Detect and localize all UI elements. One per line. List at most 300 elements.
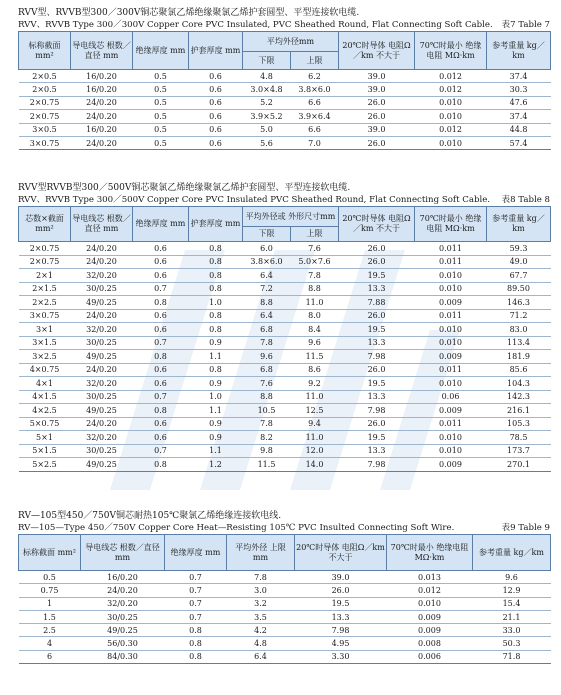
table-row — [19, 650, 551, 663]
header-resistance: 20℃时导体 电阻Ω／km 不大于 — [339, 32, 415, 70]
table-row — [19, 83, 551, 96]
table-cell: 1.2 — [189, 458, 243, 472]
table-cell: 2×0.75 — [19, 242, 71, 256]
table-cell: 0.7 — [133, 444, 189, 458]
table-cell: 7.98 — [339, 458, 415, 472]
table-cell: 181.9 — [487, 350, 551, 364]
table-cell: 0.009 — [415, 458, 487, 472]
table-cell: 6.0 — [243, 242, 291, 256]
table9-body — [19, 571, 551, 664]
table7-title-en: RVV、RVVB Type 300／300V Copper Core PVC Insulated, PVC Sheathed Round, Flat Connecting Soft Cable. — [18, 20, 493, 30]
table-cell: 4.95 — [295, 637, 387, 650]
table9-title-cn: RV—105型450／750V铜芯耐热105℃聚氯乙烯绝缘连接软电线. — [18, 511, 282, 521]
table8-title-cn: RVV型RVVB型300／500V铜芯聚氯乙烯绝缘聚氯乙烯护套圆型、平型连接软电缆. — [18, 183, 351, 193]
table7-title-cn: RVV型、RVVB型300／300V铜芯聚氯乙烯绝缘聚氯乙烯护套圆型、平型连接软电缆. — [18, 8, 360, 18]
table-cell: 7.98 — [295, 624, 387, 637]
header-insulation-resistance: 70℃时最小 绝缘电阻 MΩ·km — [415, 207, 487, 242]
table-cell: 0.7 — [133, 336, 189, 350]
table-cell: 4.8 — [227, 637, 295, 650]
table-row — [19, 70, 551, 83]
table9-section — [18, 511, 550, 664]
table-cell: 0.6 — [189, 96, 243, 109]
table-cell: 0.5 — [133, 110, 189, 123]
table-cell: 0.010 — [415, 336, 487, 350]
table-cell: 1.1 — [189, 350, 243, 364]
table-cell: 3×1.5 — [19, 336, 71, 350]
table-cell: 37.4 — [487, 110, 551, 123]
table-cell: 32/0.20 — [81, 597, 165, 610]
table-cell: 0.8 — [133, 350, 189, 364]
table-cell: 19.5 — [339, 269, 415, 283]
header-weight: 参考重量 kg／km — [487, 32, 551, 70]
table-row — [19, 269, 551, 283]
table-cell: 270.1 — [487, 458, 551, 472]
table-cell: 49/0.25 — [71, 296, 133, 310]
table7-section — [18, 8, 550, 150]
table-cell: 5×1.5 — [19, 444, 71, 458]
table-row — [19, 431, 551, 445]
table-cell: 39.0 — [339, 70, 415, 83]
table-cell: 0.6 — [133, 309, 189, 323]
table-cell: 3×0.75 — [19, 309, 71, 323]
table-cell: 19.5 — [295, 597, 387, 610]
table-cell: 2×1 — [19, 269, 71, 283]
table-cell: 39.0 — [339, 123, 415, 136]
table-cell: 16/0.20 — [71, 83, 133, 96]
table-cell: 3.8×6.0 — [243, 255, 291, 269]
header-sheath: 护套厚度 mm — [189, 207, 243, 242]
header-insulation-resistance: 70℃时最小 绝缘电阻 MΩ·km — [387, 535, 473, 571]
table-cell: 85.6 — [487, 363, 551, 377]
table-cell: 9.4 — [291, 417, 339, 431]
table-cell: 8.8 — [243, 390, 291, 404]
table-cell: 24/0.20 — [71, 363, 133, 377]
table-cell: 0.5 — [133, 83, 189, 96]
table-cell: 7.6 — [243, 377, 291, 391]
table-cell: 2×1.5 — [19, 282, 71, 296]
table-cell: 89.50 — [487, 282, 551, 296]
table-cell: 0.9 — [189, 336, 243, 350]
table-cell: 6.8 — [243, 323, 291, 337]
table-row — [19, 136, 551, 149]
table-cell: 30/0.25 — [81, 610, 165, 623]
table-cell: 8.8 — [291, 282, 339, 296]
table-cell: 30/0.25 — [71, 444, 133, 458]
table9-number: 表9 Table 9 — [501, 523, 550, 533]
table-cell: 0.6 — [133, 242, 189, 256]
table-cell: 4 — [19, 637, 81, 650]
table-cell: 6.6 — [291, 123, 339, 136]
table7-caption — [18, 19, 550, 31]
table-cell: 0.6 — [133, 363, 189, 377]
table-cell: 59.3 — [487, 242, 551, 256]
table-cell: 67.7 — [487, 269, 551, 283]
table-cell: 0.010 — [415, 431, 487, 445]
table-cell: 7.6 — [291, 242, 339, 256]
header-avg-diameter-upper: 平均外径 上限mm — [227, 535, 295, 571]
table-cell: 2.5 — [19, 624, 81, 637]
table-cell: 26.0 — [339, 417, 415, 431]
table-cell: 3×2.5 — [19, 350, 71, 364]
table-cell: 24/0.20 — [71, 255, 133, 269]
table8-title-en: RVV、RVVB Type 300／500V Copper Core PVC Insulated PVC Sheathed Round, Flat Connecting Soft Cable. — [18, 195, 491, 205]
table8-section — [18, 183, 550, 472]
table-cell: 11.5 — [243, 458, 291, 472]
table-cell: 3.0 — [227, 584, 295, 597]
table-cell: 16/0.20 — [71, 123, 133, 136]
table-row — [19, 624, 551, 637]
table-row — [19, 123, 551, 136]
table-cell: 7.8 — [243, 417, 291, 431]
header-insulation-resistance: 70℃时最小 绝缘电阻 MΩ·km — [415, 32, 487, 70]
table-cell: 1.0 — [189, 296, 243, 310]
table-cell: 26.0 — [339, 309, 415, 323]
header-cores-cross-section: 芯数×截面 mm² — [19, 207, 71, 242]
table-cell: 3.8×6.0 — [291, 83, 339, 96]
table-cell: 24/0.20 — [71, 110, 133, 123]
table-cell: 16/0.20 — [71, 70, 133, 83]
table-cell: 30/0.25 — [71, 282, 133, 296]
table-cell: 0.010 — [415, 110, 487, 123]
table-cell: 0.012 — [415, 123, 487, 136]
table-cell: 1 — [19, 597, 81, 610]
table-cell: 11.0 — [291, 390, 339, 404]
table-cell: 0.011 — [415, 363, 487, 377]
table-cell: 142.3 — [487, 390, 551, 404]
table-cell: 4×0.75 — [19, 363, 71, 377]
table-cell: 0.8 — [189, 309, 243, 323]
table-cell: 0.011 — [415, 242, 487, 256]
table-cell: 1.1 — [189, 444, 243, 458]
table-cell: 173.7 — [487, 444, 551, 458]
table-cell: 14.0 — [291, 458, 339, 472]
header-weight: 参考重量 kg／km — [487, 207, 551, 242]
table-row — [19, 417, 551, 431]
header-resistance: 20℃时导体 电阻Ω／km 不大于 — [295, 535, 387, 571]
table-cell: 0.06 — [415, 390, 487, 404]
table-cell: 78.5 — [487, 431, 551, 445]
table9-title-en: RV—105—Type 450／750V Copper Core Heat—Resisting 105℃ PVC Insulted Connecting Soft Wire. — [18, 523, 455, 533]
table-cell: 6.8 — [243, 363, 291, 377]
table-cell: 84/0.30 — [81, 650, 165, 663]
table-cell: 0.6 — [189, 136, 243, 149]
table-cell: 8.2 — [243, 431, 291, 445]
table-cell: 13.3 — [339, 336, 415, 350]
table-cell: 6.4 — [243, 269, 291, 283]
table-cell: 0.011 — [415, 255, 487, 269]
table-cell: 0.010 — [415, 444, 487, 458]
table-cell: 0.7 — [165, 610, 227, 623]
table-row — [19, 336, 551, 350]
table-row — [19, 96, 551, 109]
table7-number: 表7 Table 7 — [501, 20, 550, 30]
table-cell: 32/0.20 — [71, 323, 133, 337]
header-insulation: 绝缘厚度 mm — [165, 535, 227, 571]
table-cell: 0.6 — [189, 123, 243, 136]
table-cell: 0.8 — [189, 242, 243, 256]
table-row — [19, 309, 551, 323]
header-weight: 参考重量 kg／km — [473, 535, 551, 571]
table-row — [19, 323, 551, 337]
table-cell: 4×1.5 — [19, 390, 71, 404]
table-cell: 71.2 — [487, 309, 551, 323]
table-cell: 3×1 — [19, 323, 71, 337]
table-cell: 0.8 — [133, 296, 189, 310]
table-cell: 7.2 — [243, 282, 291, 296]
table-cell: 0.009 — [415, 296, 487, 310]
table-cell: 13.3 — [339, 282, 415, 296]
table-cell: 0.8 — [165, 624, 227, 637]
table-cell: 24/0.20 — [81, 584, 165, 597]
table-cell: 0.5 — [133, 123, 189, 136]
table-cell: 26.0 — [339, 363, 415, 377]
table-cell: 0.9 — [189, 431, 243, 445]
table-cell: 4×1 — [19, 377, 71, 391]
table-cell: 26.0 — [339, 136, 415, 149]
table-cell: 0.010 — [415, 269, 487, 283]
table-row — [19, 458, 551, 472]
table-cell: 30/0.25 — [71, 336, 133, 350]
header-cross-section: 标称截面 mm² — [19, 535, 81, 571]
table-cell: 1.5 — [19, 610, 81, 623]
table-cell: 5×0.75 — [19, 417, 71, 431]
table-cell: 216.1 — [487, 404, 551, 418]
table-cell: 0.010 — [387, 597, 473, 610]
table-cell: 104.3 — [487, 377, 551, 391]
table-cell: 71.8 — [473, 650, 551, 663]
table-cell: 26.0 — [339, 96, 415, 109]
table-cell: 0.8 — [189, 363, 243, 377]
table-cell: 3.5 — [227, 610, 295, 623]
table8-number: 表8 Table 8 — [501, 195, 550, 205]
table-cell: 19.5 — [339, 431, 415, 445]
table-cell: 32/0.20 — [71, 269, 133, 283]
table-cell: 0.5 — [133, 96, 189, 109]
table-cell: 7.0 — [291, 136, 339, 149]
header-strands: 导电线芯 根数／直径 mm — [71, 32, 133, 70]
table-row — [19, 350, 551, 364]
table-cell: 19.5 — [339, 323, 415, 337]
table-cell: 6.4 — [227, 650, 295, 663]
table-cell: 30.3 — [487, 83, 551, 96]
table-cell: 113.4 — [487, 336, 551, 350]
table-cell: 0.010 — [415, 96, 487, 109]
table-row — [19, 377, 551, 391]
table-cell: 5.2 — [243, 96, 291, 109]
table-cell: 0.7 — [133, 282, 189, 296]
table-cell: 6.6 — [291, 96, 339, 109]
table-cell: 13.3 — [339, 390, 415, 404]
table-cell: 0.5 — [133, 136, 189, 149]
table-cell: 24/0.20 — [71, 96, 133, 109]
table-cell: 24/0.20 — [71, 136, 133, 149]
table-cell: 0.010 — [415, 323, 487, 337]
table-cell: 19.5 — [339, 377, 415, 391]
table-cell: 4.2 — [227, 624, 295, 637]
table-row — [19, 110, 551, 123]
table-cell: 2×0.75 — [19, 255, 71, 269]
table-row — [19, 404, 551, 418]
table-cell: 0.013 — [387, 571, 473, 584]
table-cell: 0.8 — [189, 323, 243, 337]
table-cell: 37.4 — [487, 70, 551, 83]
table-cell: 2×0.75 — [19, 96, 71, 109]
table-cell: 5.6 — [243, 136, 291, 149]
table-cell: 0.75 — [19, 584, 81, 597]
table-cell: 0.8 — [189, 282, 243, 296]
table-cell: 5.0×7.6 — [291, 255, 339, 269]
table-cell: 0.6 — [189, 70, 243, 83]
table-cell: 0.010 — [415, 282, 487, 296]
table-cell: 7.98 — [339, 350, 415, 364]
table-cell: 3×0.75 — [19, 136, 71, 149]
table-cell: 0.7 — [165, 571, 227, 584]
table-row — [19, 296, 551, 310]
table-cell: 2×0.75 — [19, 110, 71, 123]
table-cell: 0.6 — [133, 377, 189, 391]
table-cell: 49/0.25 — [71, 404, 133, 418]
table-cell: 15.4 — [473, 597, 551, 610]
header-upper: 上限 — [291, 227, 339, 242]
table-cell: 47.6 — [487, 96, 551, 109]
table-cell: 1.0 — [189, 390, 243, 404]
table-cell: 32/0.20 — [71, 431, 133, 445]
table-cell: 0.012 — [415, 83, 487, 96]
header-avg-diameter: 平均外径或 外形尺寸mm — [243, 207, 339, 227]
table-cell: 105.3 — [487, 417, 551, 431]
table-cell: 26.0 — [339, 110, 415, 123]
table9 — [18, 534, 551, 664]
table9-caption — [18, 522, 550, 534]
table8-body — [19, 242, 551, 472]
table7-body — [19, 70, 551, 150]
header-insulation: 绝缘厚度 mm — [133, 207, 189, 242]
table8-caption — [18, 194, 550, 206]
table-cell: 2×0.5 — [19, 70, 71, 83]
table-cell: 13.3 — [339, 444, 415, 458]
table-cell: 49/0.25 — [71, 350, 133, 364]
header-sheath: 护套厚度 mm — [189, 32, 243, 70]
table-cell: 24/0.20 — [71, 242, 133, 256]
header-lower: 下限 — [243, 227, 291, 242]
table-row — [19, 255, 551, 269]
table-row — [19, 584, 551, 597]
table-cell: 5×1 — [19, 431, 71, 445]
table-cell: 0.8 — [133, 404, 189, 418]
header-cross-section: 标称截面 mm² — [19, 32, 71, 70]
table-cell: 8.4 — [291, 323, 339, 337]
table-cell: 0.8 — [165, 637, 227, 650]
table-cell: 12.0 — [291, 444, 339, 458]
table-cell: 5×2.5 — [19, 458, 71, 472]
table-cell: 24/0.20 — [71, 309, 133, 323]
table-cell: 39.0 — [295, 571, 387, 584]
header-lower: 下限 — [243, 52, 291, 70]
table-cell: 0.9 — [189, 377, 243, 391]
table-cell: 24/0.20 — [71, 417, 133, 431]
table-cell: 0.012 — [415, 70, 487, 83]
table-cell: 26.0 — [339, 255, 415, 269]
table-cell: 5.0 — [243, 123, 291, 136]
table-cell: 13.3 — [295, 610, 387, 623]
table-row — [19, 637, 551, 650]
header-upper: 上限 — [291, 52, 339, 70]
table-cell: 7.8 — [243, 336, 291, 350]
table-cell: 0.8 — [189, 269, 243, 283]
table-cell: 4.8 — [243, 70, 291, 83]
table-cell: 0.6 — [133, 323, 189, 337]
table7 — [18, 31, 551, 150]
table-cell: 8.6 — [291, 363, 339, 377]
table-cell: 9.6 — [291, 336, 339, 350]
table-cell: 0.009 — [387, 610, 473, 623]
table-cell: 9.6 — [243, 350, 291, 364]
table-cell: 49.0 — [487, 255, 551, 269]
table-cell: 12.9 — [473, 584, 551, 597]
table-cell: 10.5 — [243, 404, 291, 418]
table-cell: 0.010 — [415, 377, 487, 391]
table-cell: 0.011 — [415, 417, 487, 431]
table-cell: 0.8 — [133, 458, 189, 472]
table-cell: 0.7 — [165, 584, 227, 597]
header-resistance: 20℃时导体 电阻Ω／km 不大于 — [339, 207, 415, 242]
table-cell: 0.009 — [415, 350, 487, 364]
table-cell: 21.1 — [473, 610, 551, 623]
table-row — [19, 597, 551, 610]
table-cell: 39.0 — [339, 83, 415, 96]
header-strands: 导电线芯 根数／直径 mm — [71, 207, 133, 242]
table-cell: 0.8 — [189, 255, 243, 269]
table-cell: 44.8 — [487, 123, 551, 136]
table-cell: 0.9 — [189, 417, 243, 431]
table-cell: 0.7 — [165, 597, 227, 610]
table-cell: 0.009 — [415, 404, 487, 418]
table-cell: 0.6 — [189, 110, 243, 123]
table-cell: 4×2.5 — [19, 404, 71, 418]
table-cell: 0.012 — [387, 584, 473, 597]
table-cell: 0.008 — [387, 637, 473, 650]
table8 — [18, 206, 551, 472]
table-cell: 49/0.25 — [81, 624, 165, 637]
table-cell: 3×0.5 — [19, 123, 71, 136]
table-cell: 11.5 — [291, 350, 339, 364]
table-cell: 3.2 — [227, 597, 295, 610]
table-row — [19, 610, 551, 623]
table-row — [19, 282, 551, 296]
header-insulation: 绝缘厚度 mm — [133, 32, 189, 70]
table-cell: 11.0 — [291, 296, 339, 310]
table-row — [19, 363, 551, 377]
table-cell: 33.0 — [473, 624, 551, 637]
table-cell: 3.0×4.8 — [243, 83, 291, 96]
table-cell: 9.2 — [291, 377, 339, 391]
table-cell: 0.5 — [133, 70, 189, 83]
table-cell: 2×0.5 — [19, 83, 71, 96]
table-cell: 26.0 — [339, 242, 415, 256]
table-cell: 26.0 — [295, 584, 387, 597]
table-cell: 7.98 — [339, 404, 415, 418]
table-cell: 56/0.30 — [81, 637, 165, 650]
table-cell: 8.0 — [291, 309, 339, 323]
table-cell: 0.009 — [387, 624, 473, 637]
table-row — [19, 444, 551, 458]
table-row — [19, 390, 551, 404]
table-row — [19, 571, 551, 584]
table-cell: 30/0.25 — [71, 390, 133, 404]
table-cell: 0.6 — [133, 255, 189, 269]
table-cell: 3.30 — [295, 650, 387, 663]
header-strands: 导电线芯 根数／直径 mm — [81, 535, 165, 571]
